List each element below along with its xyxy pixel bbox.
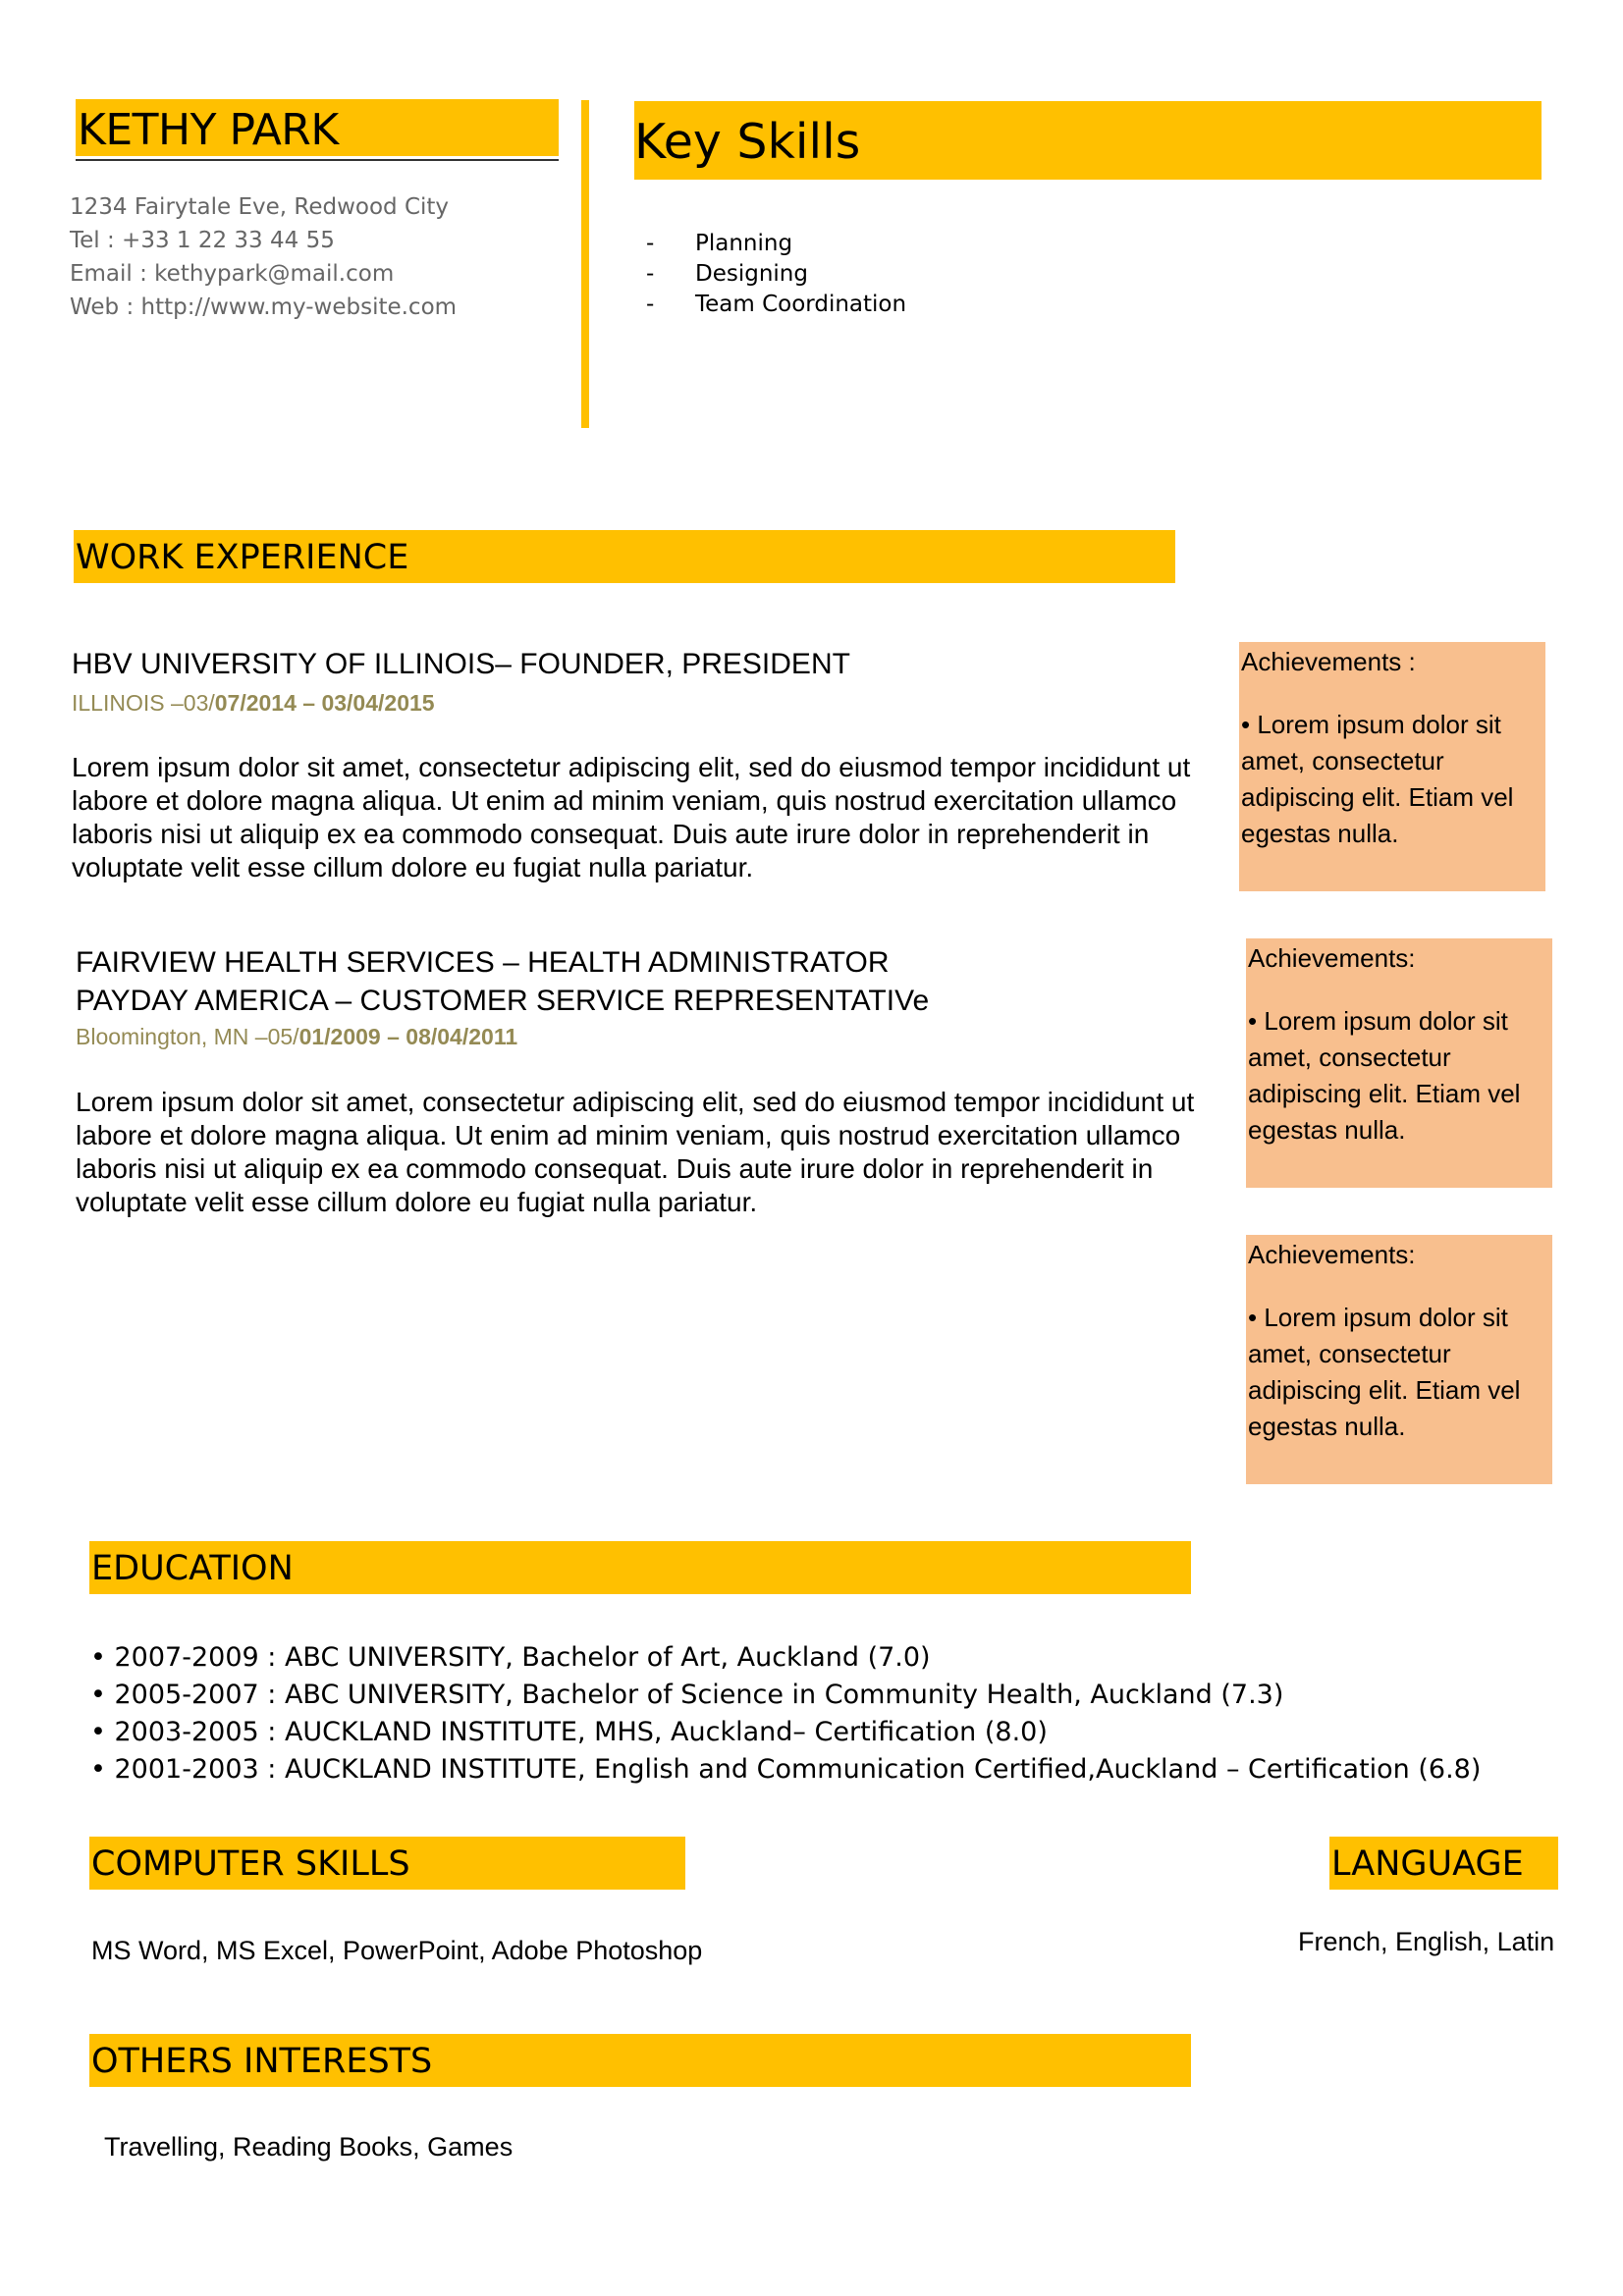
computer-skills-text: MS Word, MS Excel, PowerPoint, Adobe Photoshop	[91, 1936, 703, 1965]
skill-label: Planning	[695, 231, 793, 256]
skill-item	[646, 290, 906, 320]
job-location-dates	[76, 1024, 517, 1050]
name-underline	[76, 159, 559, 161]
job-location: Bloomington, MN –05/	[76, 1024, 299, 1049]
contact-info	[70, 190, 457, 324]
achievements-text: • Lorem ipsum dolor sit amet, consectetur adipiscing elit. Etiam vel egestas nulla.	[1248, 1303, 1521, 1441]
language-text: French, English, Latin	[1298, 1927, 1555, 1956]
key-skills-title: Key Skills	[634, 114, 861, 170]
skill-label: Designing	[695, 261, 808, 287]
dash-bullet: -	[646, 292, 655, 317]
achievements-box	[1246, 1235, 1552, 1484]
candidate-name: KETHY PARK	[78, 105, 339, 155]
achievements-heading: Achievements :	[1241, 647, 1416, 676]
interests-text: Travelling, Reading Books, Games	[104, 2132, 514, 2162]
contact-phone: Tel : +33 1 22 33 44 55	[70, 228, 335, 253]
job-title: FAIRVIEW HEALTH SERVICES – HEALTH ADMINISTRATOR	[76, 946, 890, 979]
achievements-box	[1246, 938, 1552, 1188]
achievements-text: • Lorem ipsum dolor sit amet, consectetur adipiscing elit. Etiam vel egestas nulla.	[1241, 710, 1514, 848]
achievements-box	[1239, 642, 1545, 891]
education-item: • 2007-2009 : ABC UNIVERSITY, Bachelor of Art, Auckland (7.0)	[90, 1642, 931, 1673]
job-description: Lorem ipsum dolor sit amet, consectetur adipiscing elit, sed do eiusmod tempor incididunt ut labore et dolore magna aliqua. Ut enim ad minim veniam, quis nostrud exercitation ullamco laboris nisi ut aliquip ex ea commodo consequat. Duis aute irure dolor in reprehenderit in voluptate velit esse cillum dolore eu fugiat nulla pariatur.	[72, 752, 1191, 882]
dash-bullet: -	[646, 231, 655, 256]
interests-title: OTHERS INTERESTS	[91, 2042, 433, 2081]
language-title: LANGUAGE	[1331, 1844, 1524, 1884]
contact-address: 1234 Fairytale Eve, Redwood City	[70, 194, 450, 220]
vertical-divider	[581, 100, 589, 428]
job-title: HBV UNIVERSITY OF ILLINOIS– FOUNDER, PRESIDENT	[72, 648, 850, 680]
language-banner	[1329, 1837, 1558, 1890]
achievements-text: • Lorem ipsum dolor sit amet, consectetur adipiscing elit. Etiam vel egestas nulla.	[1248, 1006, 1521, 1145]
education-list	[90, 1639, 1481, 1789]
achievements-heading: Achievements:	[1248, 943, 1416, 973]
computer-skills-banner	[89, 1837, 685, 1890]
computer-skills-title: COMPUTER SKILLS	[91, 1844, 410, 1884]
job-location-dates	[72, 690, 435, 717]
skill-label: Team Coordination	[695, 292, 907, 317]
contact-website: Web : http://www.my-website.com	[70, 294, 458, 320]
job-dates: 01/2009 – 08/04/2011	[298, 1024, 518, 1049]
work-experience-banner	[74, 530, 1175, 583]
achievements-heading: Achievements:	[1248, 1240, 1416, 1269]
interests-banner	[89, 2034, 1191, 2087]
job-title: PAYDAY AMERICA – CUSTOMER SERVICE REPRESENTATIVe	[76, 985, 930, 1017]
contact-email: Email : kethypark@mail.com	[70, 261, 395, 287]
education-item: • 2003-2005 : AUCKLAND INSTITUTE, MHS, Auckland– Certification (8.0)	[90, 1717, 1048, 1747]
skill-item	[646, 229, 906, 259]
dash-bullet: -	[646, 261, 655, 287]
work-experience-title: WORK EXPERIENCE	[76, 538, 409, 577]
education-item: • 2005-2007 : ABC UNIVERSITY, Bachelor of Science in Community Health, Auckland (7.3)	[90, 1680, 1284, 1710]
key-skills-list	[646, 229, 906, 320]
name-banner	[76, 99, 559, 156]
education-title: EDUCATION	[91, 1549, 294, 1588]
education-item: • 2001-2003 : AUCKLAND INSTITUTE, English and Communication Certified,Auckland – Certification (6.8)	[90, 1754, 1482, 1785]
job-dates: 07/2014 – 03/04/2015	[214, 690, 435, 716]
job-location: ILLINOIS –03/	[72, 690, 215, 716]
education-banner	[89, 1541, 1191, 1594]
skill-item	[646, 259, 906, 290]
key-skills-banner	[634, 101, 1542, 180]
job-description: Lorem ipsum dolor sit amet, consectetur adipiscing elit, sed do eiusmod tempor incididunt ut labore et dolore magna aliqua. Ut enim ad minim veniam, quis nostrud exercitation ullamco laboris nisi ut aliquip ex ea commodo consequat. Duis aute irure dolor in reprehenderit in voluptate velit esse cillum dolore eu fugiat nulla pariatur.	[76, 1087, 1195, 1217]
